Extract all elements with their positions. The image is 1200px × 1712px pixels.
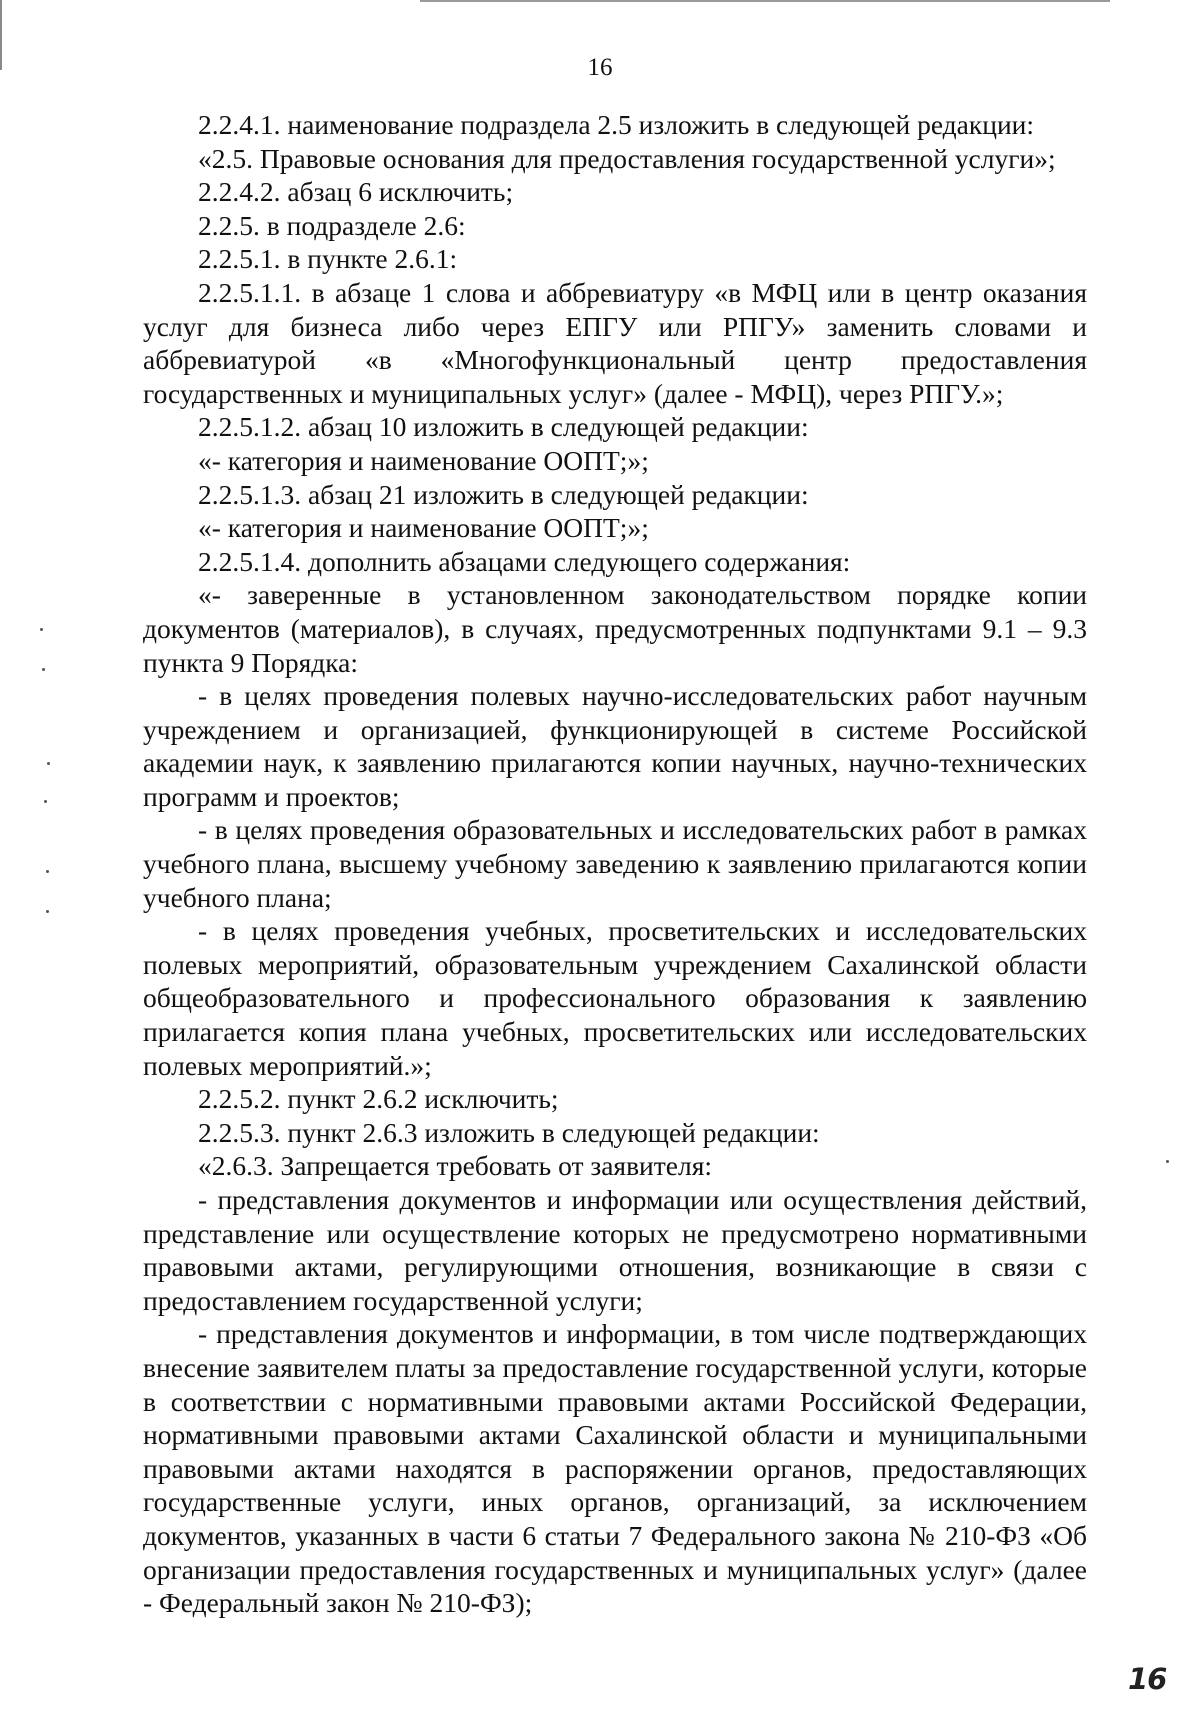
paragraph: 2.2.5. в подразделе 2.6:	[198, 209, 466, 241]
paragraph: 2.2.5.2. пункт 2.6.2 исключить;	[198, 1083, 559, 1115]
scan-speck	[44, 800, 47, 803]
paragraph: «2.6.3. Запрещается требовать от заявителя:	[198, 1150, 713, 1182]
scan-speck	[46, 910, 49, 913]
paragraph: «- категория и наименование ООПТ;»;	[198, 444, 649, 476]
document-body	[143, 108, 1087, 1620]
scan-speck	[1166, 1160, 1169, 1163]
scan-speck	[47, 762, 50, 765]
paragraph: 2.2.5.1.4. дополнить абзацами следующего содержания:	[198, 545, 851, 577]
paragraph: - в целях проведения учебных, просветительских и исследовательских полевых мероприятий, образовательным учреждением Сахалинской области общеобразовательного и профессионального образования к заявлению прилагается копия плана учебных, просветительских или исследовательских полевых мероприятий.»;	[143, 915, 1087, 1081]
paragraph: - в целях проведения образовательных и исследовательских работ в рамках учебного плана, высшему учебному заведению к заявлению прилагаются копии учебного плана;	[143, 814, 1087, 913]
scan-speck	[40, 628, 43, 631]
paragraph: - в целях проведения полевых научно-исследовательских работ научным учреждением и организацией, функционирующей в системе Российской академии наук, к заявлению прилагаются копии научных, научно-технических программ и проектов;	[143, 680, 1087, 812]
paragraph: 2.2.5.1. в пункте 2.6.1:	[198, 243, 458, 275]
paragraph: «2.5. Правовые основания для предоставления государственной услуги»;	[198, 142, 1056, 174]
paragraph: 2.2.4.2. абзац 6 исключить;	[198, 176, 514, 208]
paragraph: - представления документов и информации или осуществления действий, представление или осуществление которых не предусмотрено нормативными правовыми актами, регулирующими отношения, возникающие в связи с предоставлением государственной услуги;	[143, 1184, 1087, 1316]
handwritten-page-mark: 16	[1128, 1662, 1167, 1696]
paragraph: «- категория и наименование ООПТ;»;	[198, 512, 649, 544]
scan-top-border	[420, 0, 1110, 2]
paragraph: 2.2.5.1.3. абзац 21 изложить в следующей редакции:	[198, 478, 809, 510]
paragraph: «- заверенные в установленном законодательством порядке копии документов (материалов), в случаях, предусмотренных подпунктами 9.1 – 9.3 пункта 9 Порядка:	[143, 579, 1087, 678]
paragraph: - представления документов и информации, в том числе подтверждающих внесение заявителем платы за предоставление государственной услуги, которые в соответствии с нормативными правовыми актами Российской Федерации, нормативными правовыми актами Сахалинской области и муниципальными правовыми актами находятся в распоряжении органов, предоставляющих государственные услуги, иных органов, организаций, за исключением документов, указанных в части 6 статьи 7 Федерального закона № 210-ФЗ «Об организации предоставления государственных и муниципальных услуг» (далее - Федеральный закон № 210-ФЗ);	[143, 1318, 1087, 1619]
page-number: 16	[587, 54, 613, 81]
paragraph: 2.2.4.1. наименование подраздела 2.5 изложить в следующей редакции:	[198, 109, 1035, 140]
paragraph: 2.2.5.1.2. абзац 10 изложить в следующей редакции:	[198, 411, 809, 443]
scan-speck	[42, 668, 45, 671]
paragraph: 2.2.5.1.1. в абзаце 1 слова и аббревиатуру «в МФЦ или в центр оказания услуг для бизнеса либо через ЕПГУ или РПГУ» заменить словами и аббревиатурой «в «Многофункциональный центр предоставления государственных и муниципальных услуг» (далее - МФЦ), через РПГУ.»;	[143, 276, 1087, 409]
paragraph: 2.2.5.3. пункт 2.6.3 изложить в следующей редакции:	[198, 1116, 820, 1148]
scan-speck	[46, 870, 49, 873]
